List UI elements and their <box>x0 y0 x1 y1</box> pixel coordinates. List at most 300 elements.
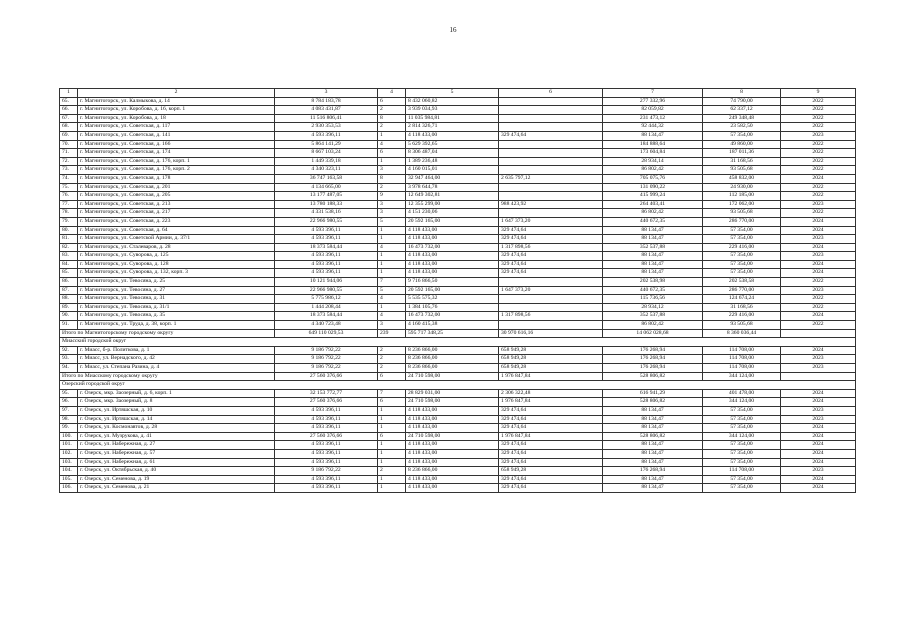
year-cell: 2024 <box>781 243 856 252</box>
address-cell: г. Магнитогорск, ул. Тевосяна, д. 31 <box>78 295 275 304</box>
fund-cell: 4 118 433,00 <box>406 484 499 493</box>
regional-cell <box>499 97 603 106</box>
table-row <box>60 200 856 209</box>
address-cell: г. Магнитогорск, ул. Суворова, д. 132, корп. 3 <box>78 269 275 278</box>
fund-cell: 4 118 433,00 <box>406 269 499 278</box>
fund-cell: 1 389 236,48 <box>406 157 499 166</box>
table-row <box>60 475 856 484</box>
local-cell: 88 134,47 <box>603 441 703 450</box>
regional-cell: 329 474,64 <box>499 441 603 450</box>
regional-cell <box>499 278 603 287</box>
local-cell: 352 537,88 <box>603 243 703 252</box>
row-number-cell: 97. <box>60 406 78 415</box>
regional-cell: 329 474,64 <box>499 484 603 493</box>
address-cell: г. Озерск, ул. Набережная, д. 27 <box>78 441 275 450</box>
row-number-cell: 83. <box>60 252 78 261</box>
other-cell: 187 011,36 <box>703 149 781 158</box>
table-row <box>60 123 856 132</box>
year-cell: 2023 <box>781 252 856 261</box>
other-cell: 93 505,68 <box>703 321 781 330</box>
fund-cell: 24 710 598,00 <box>406 372 499 381</box>
year-cell: 2024 <box>781 260 856 269</box>
year-cell: 2024 <box>781 441 856 450</box>
row-number-cell: 93. <box>60 355 78 364</box>
year-cell: 2024 <box>781 226 856 235</box>
row-number-cell: 74. <box>60 174 78 183</box>
regional-cell <box>499 166 603 175</box>
fund-cell: 20 592 165,00 <box>406 217 499 226</box>
local-cell: 440 672,35 <box>603 217 703 226</box>
local-cell: 528 806,82 <box>603 398 703 407</box>
total-cost-cell: 4 593 396,11 <box>275 441 378 450</box>
local-cell: 88 134,47 <box>603 449 703 458</box>
total-cost-cell: 27 560 376,66 <box>275 398 378 407</box>
table-row <box>60 131 856 140</box>
regional-cell: 1 976 847,84 <box>499 398 603 407</box>
year-cell: 2023 <box>781 467 856 476</box>
total-label: Итого по Миасскому городскому округу <box>60 372 275 381</box>
fund-cell: 5 629 392,65 <box>406 140 499 149</box>
table-row <box>60 415 856 424</box>
column-number-cell: 4 <box>378 89 406 98</box>
row-number-cell: 90. <box>60 312 78 321</box>
table-row <box>60 286 856 295</box>
other-cell: 172 062,00 <box>703 200 781 209</box>
fund-cell: 4 118 433,00 <box>406 235 499 244</box>
other-cell: 57 354,00 <box>703 458 781 467</box>
column-number-cell: 7 <box>603 89 703 98</box>
total-cost-cell: 4 593 396,11 <box>275 415 378 424</box>
fund-cell: 4 118 433,00 <box>406 424 499 433</box>
address-cell: г. Озерск, ул. Иртяшская, д. 14 <box>78 415 275 424</box>
address-cell: г. Миасс, ул. Вернадского, д. 42 <box>78 355 275 364</box>
local-cell: 88 134,47 <box>603 406 703 415</box>
year-cell: 2022 <box>781 114 856 123</box>
address-cell: г. Магнитогорск, ул. Калмыкова, д. 14 <box>78 97 275 106</box>
fund-cell: 8 236 866,00 <box>406 467 499 476</box>
regional-cell: 30 970 616,16 <box>499 329 603 338</box>
local-cell: 88 134,47 <box>603 269 703 278</box>
count-cell: 1 <box>378 303 406 312</box>
regional-cell <box>499 106 603 115</box>
count-cell: 1 <box>378 449 406 458</box>
table-row <box>60 166 856 175</box>
fund-cell: 3 978 644,78 <box>406 183 499 192</box>
total-cost-cell: 4 593 396,11 <box>275 449 378 458</box>
other-cell: 401 478,00 <box>703 389 781 398</box>
other-cell: 202 538,58 <box>703 278 781 287</box>
address-cell: г. Магнитогорск, ул. Суворова, д. 128 <box>78 260 275 269</box>
other-cell: 286 770,00 <box>703 217 781 226</box>
other-cell: 114 708,00 <box>703 346 781 355</box>
count-cell: 2 <box>378 467 406 476</box>
section-header-row <box>60 338 856 347</box>
total-cost-cell: 10 121 944,06 <box>275 278 378 287</box>
row-number-cell: 66. <box>60 106 78 115</box>
regional-cell <box>499 123 603 132</box>
table-row <box>60 406 856 415</box>
regional-cell <box>499 149 603 158</box>
fund-cell: 1 384 105,76 <box>406 303 499 312</box>
section-label: Озерский городской округ <box>60 381 856 390</box>
table-row <box>60 252 856 261</box>
table-row <box>60 424 856 433</box>
year-cell <box>781 372 856 381</box>
total-cost-cell: 1 444 208,44 <box>275 303 378 312</box>
count-cell: 3 <box>378 209 406 218</box>
total-cost-cell: 9 186 792,22 <box>275 364 378 373</box>
row-number-cell: 98. <box>60 415 78 424</box>
address-cell: г. Миасс, ул. Степана Разина, д. 4 <box>78 364 275 373</box>
year-cell: 2024 <box>781 484 856 493</box>
total-cost-cell: 1 449 339,18 <box>275 157 378 166</box>
other-cell: 57 354,00 <box>703 252 781 261</box>
table-row <box>60 312 856 321</box>
regional-cell: 988 423,92 <box>499 200 603 209</box>
row-number-cell: 102. <box>60 449 78 458</box>
total-cost-cell: 4 593 396,11 <box>275 226 378 235</box>
year-cell: 2023 <box>781 364 856 373</box>
other-cell: 124 674,24 <box>703 295 781 304</box>
table-row <box>60 157 856 166</box>
other-cell: 57 354,00 <box>703 484 781 493</box>
local-cell: 176 268,94 <box>603 364 703 373</box>
other-cell: 93 505,68 <box>703 166 781 175</box>
address-cell: г. Магнитогорск, ул. Тевосяна, д. 31/1 <box>78 303 275 312</box>
count-cell: 6 <box>378 398 406 407</box>
total-cost-cell: 22 966 980,55 <box>275 286 378 295</box>
fund-cell: 2 814 326,71 <box>406 123 499 132</box>
row-number-cell: 87. <box>60 286 78 295</box>
year-cell: 2022 <box>781 123 856 132</box>
regional-cell: 329 474,64 <box>499 406 603 415</box>
table-row <box>60 449 856 458</box>
regional-cell <box>499 140 603 149</box>
regional-cell: 1 976 847,84 <box>499 432 603 441</box>
other-cell: 74 790,00 <box>703 97 781 106</box>
other-cell: 57 354,00 <box>703 235 781 244</box>
other-cell: 57 354,00 <box>703 449 781 458</box>
row-number-cell: 103. <box>60 458 78 467</box>
regional-cell <box>499 321 603 330</box>
row-number-cell: 96. <box>60 398 78 407</box>
total-cost-cell: 4 593 396,11 <box>275 484 378 493</box>
other-cell: 57 354,00 <box>703 406 781 415</box>
year-cell: 2024 <box>781 458 856 467</box>
table-row <box>60 432 856 441</box>
table-row <box>60 484 856 493</box>
year-cell: 2022 <box>781 157 856 166</box>
table-row <box>60 149 856 158</box>
column-number-row <box>60 89 856 98</box>
fund-cell: 4 118 433,00 <box>406 449 499 458</box>
count-cell: 9 <box>378 192 406 201</box>
row-number-cell: 80. <box>60 226 78 235</box>
address-cell: г. Магнитогорск, ул. Советская, д. 176, корп. 1 <box>78 157 275 166</box>
year-cell: 2023 <box>781 200 856 209</box>
regional-cell <box>499 303 603 312</box>
total-cost-cell: 32 153 772,77 <box>275 389 378 398</box>
year-cell: 2022 <box>781 183 856 192</box>
local-cell: 131 090,22 <box>603 183 703 192</box>
local-cell: 88 134,47 <box>603 235 703 244</box>
local-cell: 352 537,88 <box>603 312 703 321</box>
column-number-cell: 2 <box>78 89 275 98</box>
fund-cell: 12 355 299,00 <box>406 200 499 209</box>
fund-cell: 4 118 433,00 <box>406 260 499 269</box>
other-cell: 62 337,12 <box>703 106 781 115</box>
year-cell: 2022 <box>781 209 856 218</box>
local-cell: 184 888,64 <box>603 140 703 149</box>
other-cell: 458 832,00 <box>703 174 781 183</box>
count-cell: 1 <box>378 484 406 493</box>
other-cell: 114 708,00 <box>703 467 781 476</box>
total-cost-cell: 13 177 487,05 <box>275 192 378 201</box>
address-cell: г. Магнитогорск, ул. Советская, д. 64 <box>78 226 275 235</box>
local-cell: 528 806,82 <box>603 372 703 381</box>
table-row <box>60 321 856 330</box>
other-cell: 57 354,00 <box>703 226 781 235</box>
row-number-cell: 75. <box>60 183 78 192</box>
fund-cell: 4 118 433,00 <box>406 252 499 261</box>
regional-cell: 329 474,64 <box>499 449 603 458</box>
table-row <box>60 183 856 192</box>
row-number-cell: 99. <box>60 424 78 433</box>
fund-cell: 16 473 732,00 <box>406 243 499 252</box>
total-row <box>60 329 856 338</box>
table-body <box>60 89 856 493</box>
year-cell: 2022 <box>781 140 856 149</box>
total-cost-cell: 18 373 584,44 <box>275 312 378 321</box>
fund-cell: 4 118 433,00 <box>406 441 499 450</box>
local-cell: 176 268,94 <box>603 355 703 364</box>
row-number-cell: 92. <box>60 346 78 355</box>
regional-cell: 329 474,64 <box>499 424 603 433</box>
total-cost-cell: 4 593 396,11 <box>275 406 378 415</box>
address-cell: г. Магнитогорск, ул. Советская, д. 176, корп. 2 <box>78 166 275 175</box>
count-cell: 7 <box>378 389 406 398</box>
total-cost-cell: 4 134 665,00 <box>275 183 378 192</box>
year-cell: 2022 <box>781 321 856 330</box>
address-cell: г. Озерск, ул. Музрукова, д. 41 <box>78 432 275 441</box>
local-cell: 86 802,42 <box>603 321 703 330</box>
total-cost-cell: 4 593 396,11 <box>275 475 378 484</box>
other-cell: 24 930,00 <box>703 183 781 192</box>
fund-cell: 4 118 433,00 <box>406 475 499 484</box>
fund-cell: 20 592 165,00 <box>406 286 499 295</box>
year-cell: 2024 <box>781 174 856 183</box>
row-number-cell: 77. <box>60 200 78 209</box>
column-number-cell: 5 <box>406 89 499 98</box>
other-cell: 114 708,00 <box>703 364 781 373</box>
count-cell: 6 <box>378 149 406 158</box>
regional-cell: 329 474,64 <box>499 458 603 467</box>
row-number-cell: 100. <box>60 432 78 441</box>
row-number-cell: 79. <box>60 217 78 226</box>
row-number-cell: 72. <box>60 157 78 166</box>
other-cell: 112 185,00 <box>703 192 781 201</box>
count-cell: 2 <box>378 346 406 355</box>
year-cell: 2022 <box>781 192 856 201</box>
address-cell: г. Магнитогорск, ул. Советской Армии, д. 37/1 <box>78 235 275 244</box>
year-cell: 2024 <box>781 269 856 278</box>
table-row <box>60 389 856 398</box>
other-cell: 23 582,50 <box>703 123 781 132</box>
local-cell: 415 999,24 <box>603 192 703 201</box>
table-row <box>60 106 856 115</box>
total-cost-cell: 4 340 323,11 <box>275 166 378 175</box>
regional-cell: 1 976 847,84 <box>499 372 603 381</box>
regional-cell: 658 949,28 <box>499 346 603 355</box>
total-cost-cell: 9 186 792,22 <box>275 355 378 364</box>
local-cell: 528 806,82 <box>603 432 703 441</box>
other-cell: 344 124,00 <box>703 372 781 381</box>
regional-cell: 1 317 898,56 <box>499 243 603 252</box>
table-row <box>60 226 856 235</box>
regional-cell: 329 474,64 <box>499 131 603 140</box>
regional-cell: 658 949,28 <box>499 355 603 364</box>
total-cost-cell: 4 340 723,48 <box>275 321 378 330</box>
count-cell: 2 <box>378 106 406 115</box>
table-row <box>60 278 856 287</box>
row-number-cell: 84. <box>60 260 78 269</box>
address-cell: г. Озерск, ул. Семенова, д. 19 <box>78 475 275 484</box>
year-cell: 2022 <box>781 303 856 312</box>
other-cell: 57 354,00 <box>703 260 781 269</box>
other-cell: 57 354,00 <box>703 269 781 278</box>
other-cell: 57 354,00 <box>703 475 781 484</box>
fund-cell: 4 118 433,00 <box>406 131 499 140</box>
fund-cell: 4 118 433,00 <box>406 226 499 235</box>
address-cell: г. Озерск, мкр. Заозерный, д. 6, корп. 1 <box>78 389 275 398</box>
address-cell: г. Озерск, мкр. Заозерный, д. 8 <box>78 398 275 407</box>
row-number-cell: 73. <box>60 166 78 175</box>
table-row <box>60 346 856 355</box>
total-cost-cell: 18 373 584,44 <box>275 243 378 252</box>
table-row <box>60 398 856 407</box>
other-cell: 344 124,00 <box>703 398 781 407</box>
regional-cell: 329 474,64 <box>499 269 603 278</box>
address-cell: г. Магнитогорск, ул. Советская, д. 217 <box>78 209 275 218</box>
total-cost-cell: 27 560 376,66 <box>275 372 378 381</box>
table-row <box>60 355 856 364</box>
total-cost-cell: 2 930 353,53 <box>275 123 378 132</box>
count-cell: 1 <box>378 131 406 140</box>
total-cost-cell: 4 331 538,16 <box>275 209 378 218</box>
address-cell: г. Озерск, ул. Октябрьская, д. 40 <box>78 467 275 476</box>
count-cell: 5 <box>378 217 406 226</box>
year-cell: 2023 <box>781 286 856 295</box>
count-cell: 2 <box>378 123 406 132</box>
other-cell: 344 124,00 <box>703 432 781 441</box>
total-cost-cell: 9 186 792,22 <box>275 346 378 355</box>
other-cell: 229 416,00 <box>703 312 781 321</box>
table-row <box>60 140 856 149</box>
total-cost-cell: 4 593 396,11 <box>275 269 378 278</box>
row-number-cell: 81. <box>60 235 78 244</box>
local-cell: 705 075,76 <box>603 174 703 183</box>
fund-cell: 8 306 487,04 <box>406 149 499 158</box>
address-cell: г. Озерск, ул. Семенова, д. 21 <box>78 484 275 493</box>
local-cell: 88 134,47 <box>603 260 703 269</box>
other-cell: 8 360 036,44 <box>703 329 781 338</box>
address-cell: г. Магнитогорск, ул. Советская, д. 178 <box>78 174 275 183</box>
count-cell: 8 <box>378 174 406 183</box>
regional-cell: 2 635 797,12 <box>499 174 603 183</box>
regional-cell <box>499 114 603 123</box>
regional-cell: 329 474,64 <box>499 260 603 269</box>
row-number-cell: 105. <box>60 475 78 484</box>
page-number: 16 <box>449 26 457 34</box>
row-number-cell: 101. <box>60 441 78 450</box>
column-number-cell: 8 <box>703 89 781 98</box>
total-cost-cell: 11 516 806,41 <box>275 114 378 123</box>
column-number-cell: 1 <box>60 89 78 98</box>
fund-cell: 24 710 598,00 <box>406 432 499 441</box>
count-cell: 8 <box>378 114 406 123</box>
fund-cell: 5 535 575,32 <box>406 295 499 304</box>
count-cell: 1 <box>378 235 406 244</box>
local-cell: 173 604,84 <box>603 149 703 158</box>
regional-cell: 1 647 373,20 <box>499 286 603 295</box>
address-cell: г. Магнитогорск, ул. Тевосяна, д. 25 <box>78 278 275 287</box>
other-cell: 31 168,56 <box>703 303 781 312</box>
year-cell: 2022 <box>781 278 856 287</box>
year-cell: 2023 <box>781 131 856 140</box>
year-cell: 2024 <box>781 398 856 407</box>
table-row <box>60 467 856 476</box>
year-cell: 2022 <box>781 295 856 304</box>
year-cell: 2024 <box>781 389 856 398</box>
local-cell: 88 134,47 <box>603 424 703 433</box>
count-cell: 1 <box>378 157 406 166</box>
local-cell: 616 941,29 <box>603 389 703 398</box>
regional-cell <box>499 192 603 201</box>
row-number-cell: 104. <box>60 467 78 476</box>
address-cell: г. Магнитогорск, ул. Сталеваров, д. 28 <box>78 243 275 252</box>
other-cell: 286 770,00 <box>703 286 781 295</box>
year-cell <box>781 329 856 338</box>
local-cell: 88 134,47 <box>603 131 703 140</box>
table-row <box>60 217 856 226</box>
total-cost-cell: 8 667 103,24 <box>275 149 378 158</box>
local-cell: 277 332,96 <box>603 97 703 106</box>
address-cell: г. Магнитогорск, ул. Коробова, д. 18 <box>78 114 275 123</box>
row-number-cell: 68. <box>60 123 78 132</box>
table-row <box>60 174 856 183</box>
count-cell: 6 <box>378 372 406 381</box>
fund-cell: 8 236 866,00 <box>406 346 499 355</box>
table-row <box>60 260 856 269</box>
count-cell: 1 <box>378 415 406 424</box>
year-cell: 2022 <box>781 166 856 175</box>
regional-cell <box>499 183 603 192</box>
regional-cell: 1 317 898,56 <box>499 312 603 321</box>
fund-cell: 4 118 433,00 <box>406 458 499 467</box>
column-number-cell: 9 <box>781 89 856 98</box>
fund-cell: 4 118 433,00 <box>406 415 499 424</box>
address-cell: г. Магнитогорск, ул. Советская, д. 117 <box>78 123 275 132</box>
year-cell: 2023 <box>781 235 856 244</box>
fund-cell: 11 035 984,81 <box>406 114 499 123</box>
count-cell: 2 <box>378 364 406 373</box>
year-cell: 2024 <box>781 449 856 458</box>
row-number-cell: 67. <box>60 114 78 123</box>
count-cell: 1 <box>378 260 406 269</box>
row-number-cell: 76. <box>60 192 78 201</box>
local-cell: 115 736,56 <box>603 295 703 304</box>
other-cell: 57 354,00 <box>703 415 781 424</box>
